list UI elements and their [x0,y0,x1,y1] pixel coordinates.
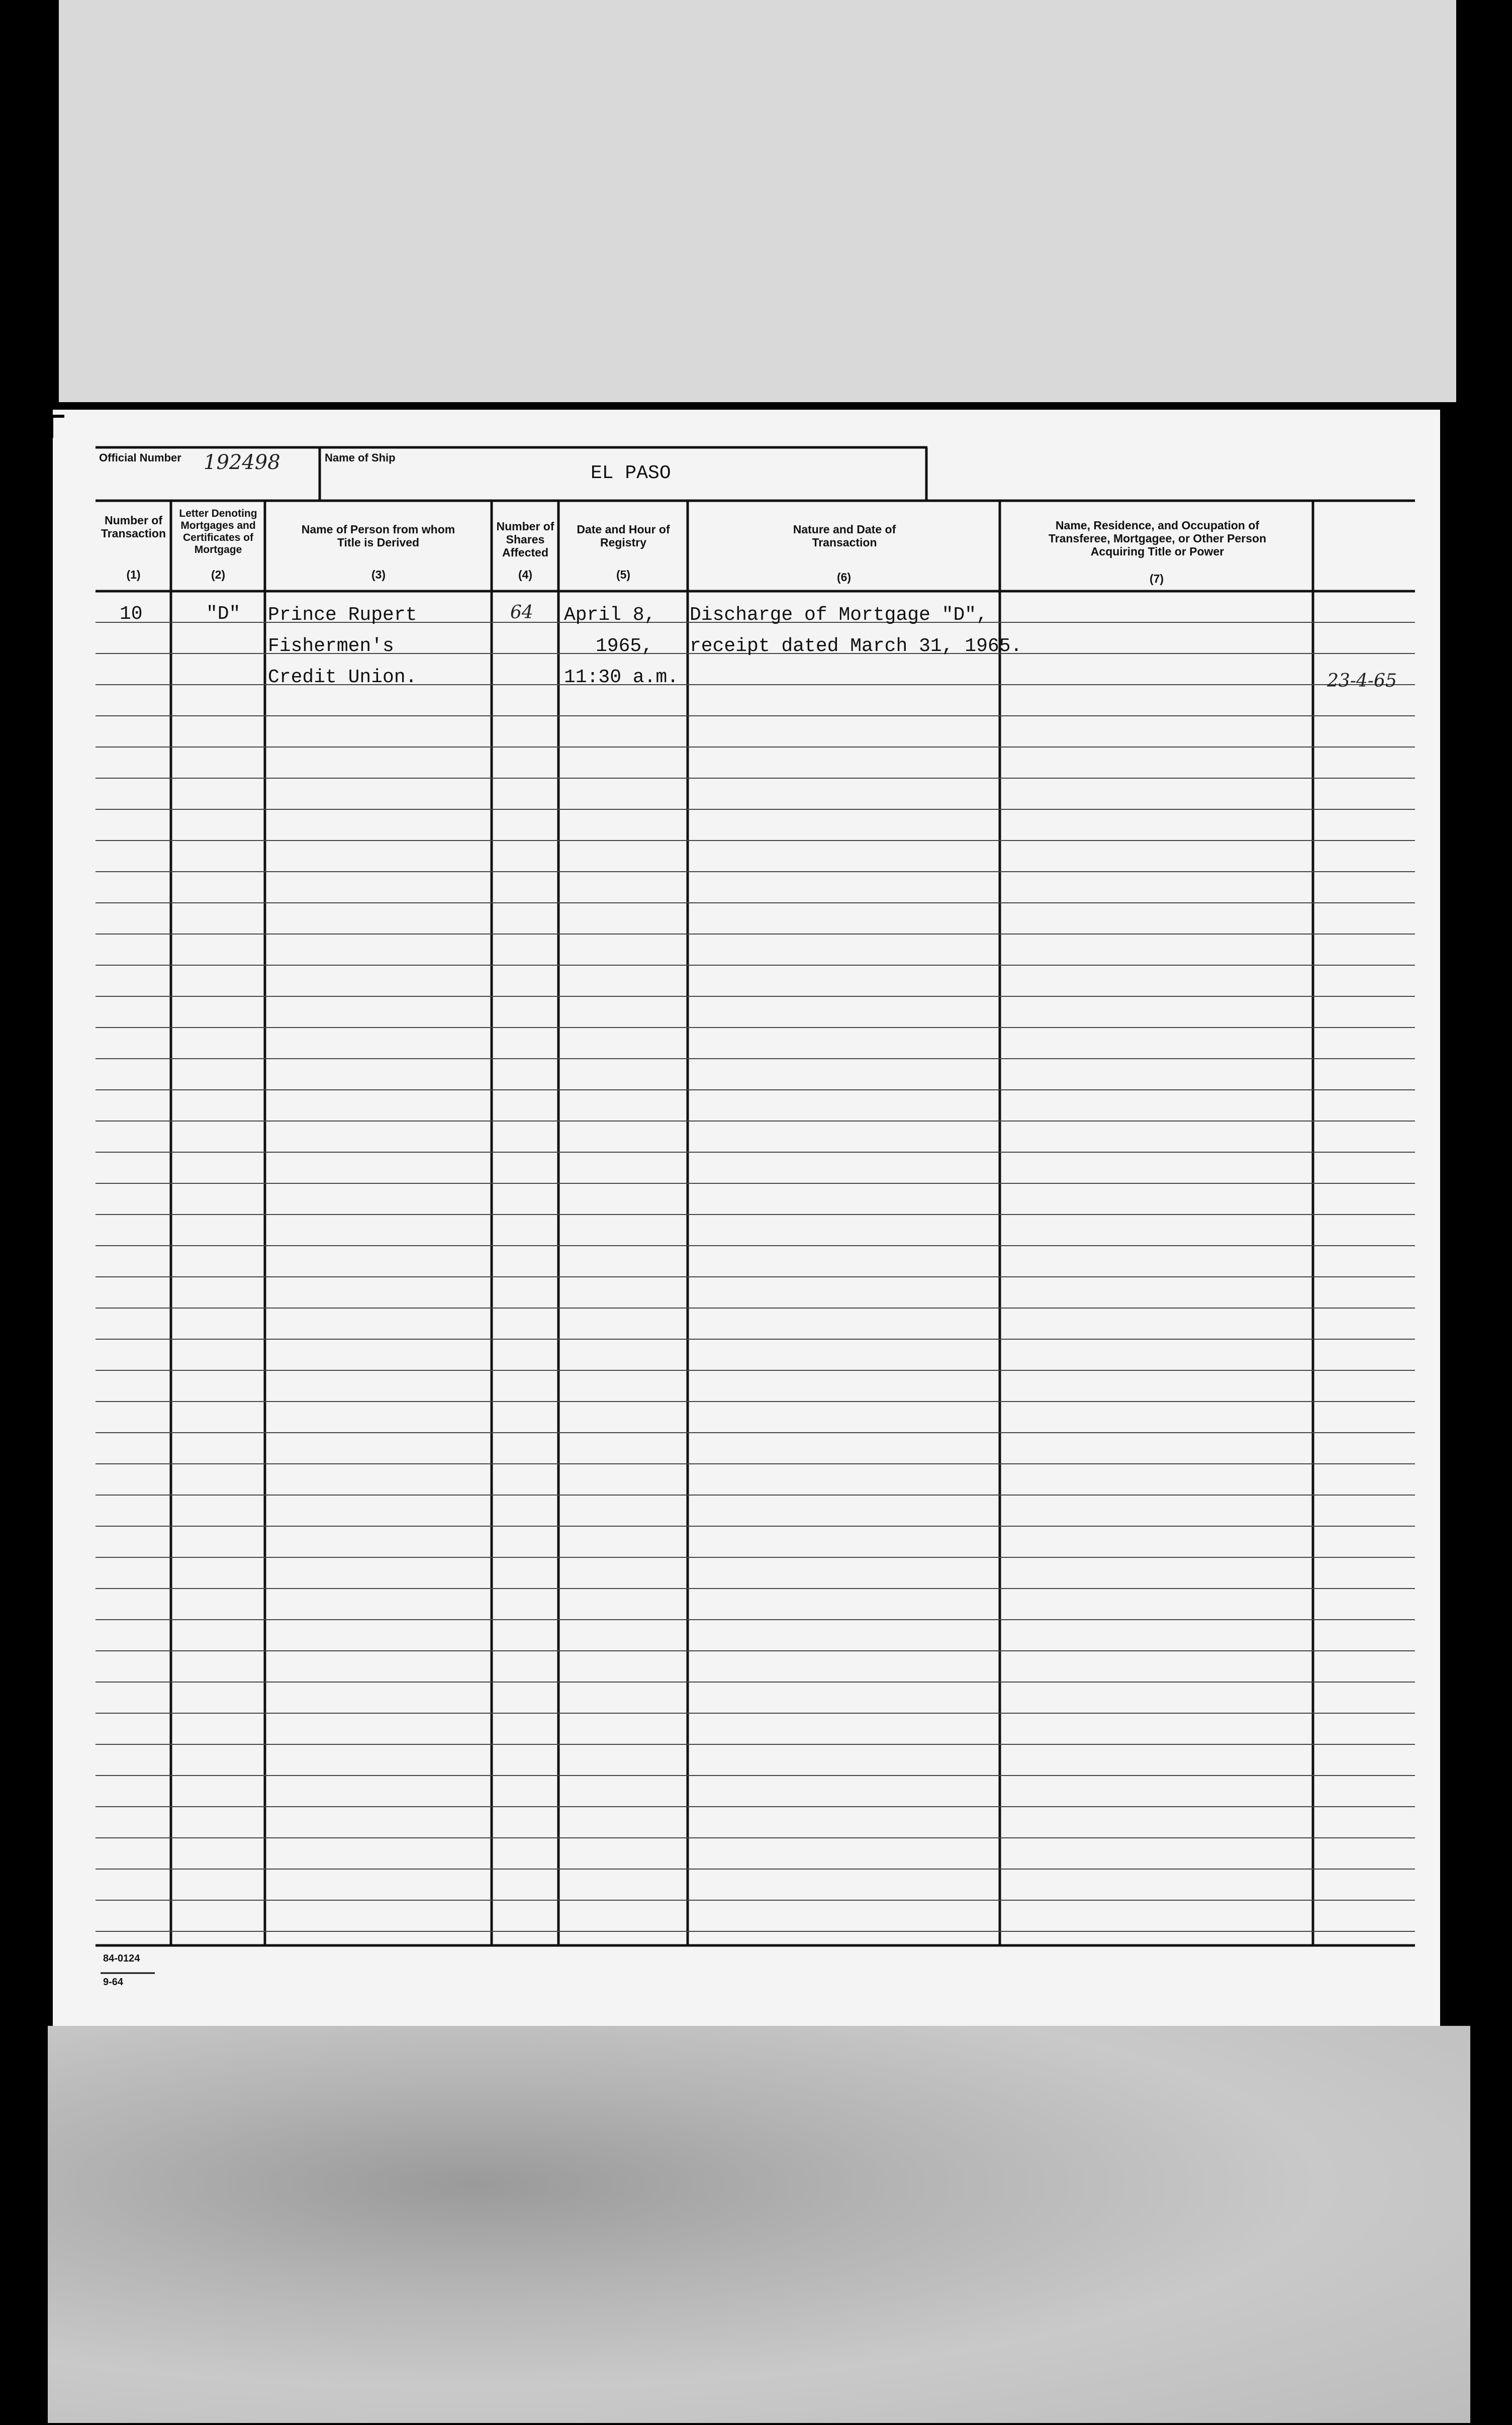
person-line-1: Prince Rupert [268,604,417,626]
column-header-7: Name, Residence, and Occupation of Transferee, Mortgagee, or Other Person Acquiring Title or Power [1048,519,1267,558]
official-number-value: 192498 [204,451,280,474]
date-line-3: 11:30 a.m. [564,667,679,688]
form-date: 9-64 [103,1977,124,1988]
person-line-2: Fishermen's [268,635,394,657]
nature-line-1: Discharge of Mortgage "D", [690,604,988,626]
column-number-6: (6) [836,571,852,584]
column-header-4: Number of Shares Affected [496,520,554,559]
column-number-5: (5) [616,568,631,581]
column-number-4: (4) [518,568,533,581]
official-number-label: Official Number [99,451,181,464]
margin-note-date: 23-4-65 [1327,671,1397,691]
shares-affected: 64 [510,602,533,623]
form-number: 84-0124 [103,1953,140,1964]
mortgage-letter: "D" [206,603,241,625]
nature-line-2: receipt dated March 31, 1965. [690,635,1022,657]
person-line-3: Credit Union. [268,667,417,688]
ruled-lines [96,622,1415,1931]
ship-name-label: Name of Ship [325,451,396,464]
date-line-2: 1965, [596,635,653,657]
column-header-3: Name of Person from whom Title is Derived [301,523,455,549]
column-header-1: Number of Transaction [101,514,166,540]
column-number-2: (2) [211,568,226,581]
transaction-number: 10 [120,603,143,625]
column-number-7: (7) [1149,572,1164,585]
column-number-3: (3) [371,568,386,581]
column-header-2: Letter Denoting Mortgages and Certificates of Mortgage [179,508,257,555]
ship-name-value: EL PASO [591,462,671,484]
column-header-6: Nature and Date of Transaction [793,523,896,549]
date-line-1: April 8, [564,604,656,626]
column-header-5: Date and Hour of Registry [577,523,670,549]
column-number-1: (1) [126,568,141,581]
